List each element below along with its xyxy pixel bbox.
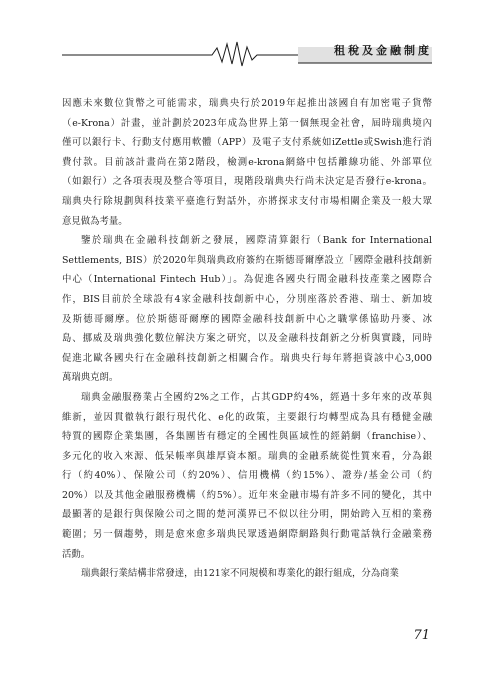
paragraph-line: 僅可以銀行卡、行動支付應用軟體（APP）及電子支付系統如iZettle或Swish進行消 (62, 137, 432, 149)
paragraph-line: 20%）以及其他金融服務機構（約5%）。近年來金融市場有許多不同的變化，其中 (62, 489, 432, 501)
paragraph-line: 活動。 (62, 548, 91, 560)
paragraph-line: 因應未來數位貨幣之可能需求，瑞典央行於2019年起推出該國自有加密電子貨幣 (62, 98, 432, 109)
paragraph-line: 中心（International Fintech Hub）」。為促進各國央行間金融科技產業之國際合 (62, 274, 432, 286)
paragraph-line: （如銀行）之各項表現及整合等項目，現階段瑞典央行尚未決定是否發行e-krona。 (62, 176, 432, 188)
paragraph-line: 萬瑞典克朗。 (62, 372, 119, 384)
paragraph (62, 564, 432, 584)
paragraph-line: 行（約40%）、保險公司（約20%）、信用機構（約15%）、證券/基金公司（約 (62, 470, 432, 482)
paragraph-line: （e-Krona）計畫，並計劃於2023年成為世界上第一個無現金社會，屆時瑞典境內 (62, 117, 432, 129)
body-text (62, 94, 432, 584)
paragraph-line: 意見做為考量。 (62, 215, 128, 227)
header-title: 租稅及金融制度 (334, 44, 432, 57)
paragraph-line: 鑒於瑞典在金融科技創新之發展，國際清算銀行（Bank for International (81, 235, 432, 247)
paragraph-line: 最顯著的是銀行與保險公司之間的楚河漢界已不似以往分明，開始跨入互相的業務 (62, 509, 432, 521)
page-number: 71 (413, 628, 430, 643)
paragraph (62, 231, 432, 388)
paragraph-line: 多元化的收入來源、低呆帳率與雄厚資本額。瑞典的金融系統從性質來看，分為銀 (62, 450, 432, 462)
paragraph-line: 島、挪威及瑞典強化數位解決方案之研究，以及金融科技創新之分析與實踐，同時 (62, 333, 432, 345)
paragraph (62, 388, 432, 564)
paragraph-line: 維新，並因貫徹執行銀行現代化、e化的政策，主要銀行均轉型成為具有穩健金融 (62, 411, 432, 423)
paragraph-line: 範圍；另一個趨勢，則是愈來愈多瑞典民眾透過網際網路與行動電話執行金融業務 (62, 529, 432, 541)
paragraph-line: 特質的國際企業集團，各集團皆有穩定的全國性與區域性的經銷網（franchise）、 (62, 431, 432, 443)
paragraph-line: 瑞典銀行業結構非常發達，由121家不同規模和專業化的銀行組成，分為商業 (81, 568, 399, 580)
paragraph-line: 及斯德哥爾摩。位於斯德哥爾摩的國際金融科技創新中心之職掌係協助丹麥、冰 (62, 313, 432, 325)
running-header (62, 38, 432, 68)
paragraph-line: 費付款。目前該計畫尚在第2階段，檢測e-krona網絡中包括離線功能、外部單位 (62, 156, 432, 168)
paragraph-line: 作，BIS目前於全球設有4家金融科技創新中心，分別座落於香港、瑞士、新加坡 (62, 293, 432, 305)
paragraph (62, 94, 432, 231)
paragraph-line: Settlements, BIS）於2020年與瑞典政府簽約在斯德哥爾摩設立「國際金融科技創新 (62, 254, 432, 266)
paragraph-line: 瑞典金融服務業占全國約2%之工作，占其GDP約4%，經過十多年來的改革與 (81, 391, 432, 403)
paragraph-line: 瑞典央行除規劃與科技業平臺進行對話外，亦將探求支付市場相關企業及一般大眾 (62, 195, 432, 207)
paragraph-line: 促進北歐各國央行在金融科技創新之相關合作。瑞典央行每年將挹資該中心3,000 (62, 352, 432, 364)
